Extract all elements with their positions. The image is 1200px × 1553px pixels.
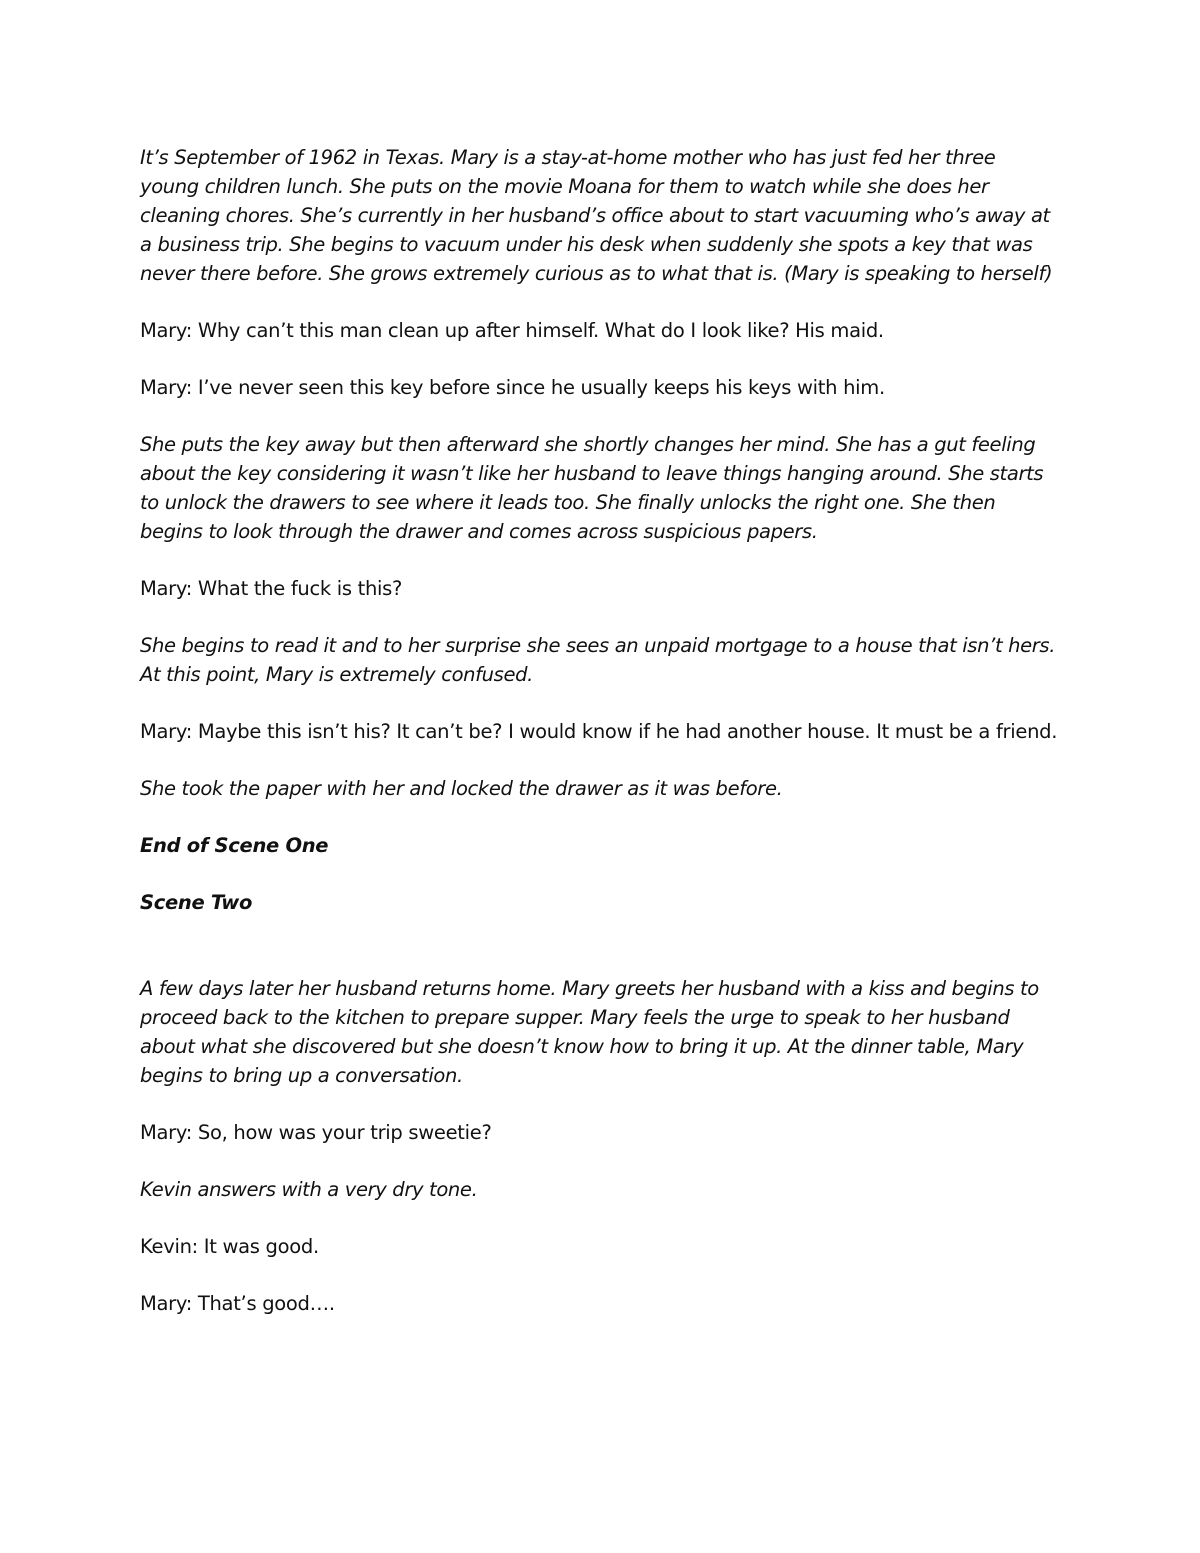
dialogue-line: Mary: That’s good…. [140, 1292, 335, 1315]
dialogue-line: Mary: I’ve never seen this key before since he usually keeps his keys with him. [140, 376, 885, 399]
stage-direction: She puts the key away but then afterward she shortly changes her mind. She has a gut feeling about the key considering it wasn’t like her husband to leave things hanging around. She starts to unlock the drawers to see where it leads too. She finally unlocks the right one. She then begins to look through the drawer and comes across suspicious papers. [140, 433, 1044, 543]
dialogue-line: Mary: So, how was your trip sweetie? [140, 1121, 492, 1144]
dialogue-line: Kevin: It was good. [140, 1235, 319, 1258]
stage-direction-opening: It’s September of 1962 in Texas. Mary is a stay-at-home mother who has just fed her three young children lunch. She puts on the movie Moana for them to watch while she does her cleaning chores. She’s currently in her husband’s office about to start vacuuming who’s away at a business trip. She begins to vacuum under his desk when suddenly she spots a key that was never there before. She grows extremely curious as to what that is. (Mary is speaking to herself) [140, 146, 1053, 285]
dialogue-line: Mary: Maybe this isn’t his? It can’t be? I would know if he had another house. It must be a friend. [140, 720, 1058, 743]
scene-heading-end: End of Scene One [140, 834, 329, 857]
scene-heading: Scene Two [140, 891, 253, 914]
stage-direction: She took the paper with her and locked the drawer as it was before. [140, 777, 783, 800]
dialogue-line: Mary: What the fuck is this? [140, 577, 403, 600]
script-body [140, 143, 1060, 1346]
stage-direction: She begins to read it and to her surprise she sees an unpaid mortgage to a house that isn’t hers. At this point, Mary is extremely confused. [140, 634, 1056, 686]
stage-direction: A few days later her husband returns home. Mary greets her husband with a kiss and begins to proceed back to the kitchen to prepare supper. Mary feels the urge to speak to her husband about what she discovered but she doesn’t know how to bring it up. At the dinner table, Mary begins to bring up a conversation. [140, 977, 1039, 1087]
stage-direction: Kevin answers with a very dry tone. [140, 1178, 478, 1201]
dialogue-line: Mary: Why can’t this man clean up after himself. What do I look like? His maid. [140, 319, 884, 342]
